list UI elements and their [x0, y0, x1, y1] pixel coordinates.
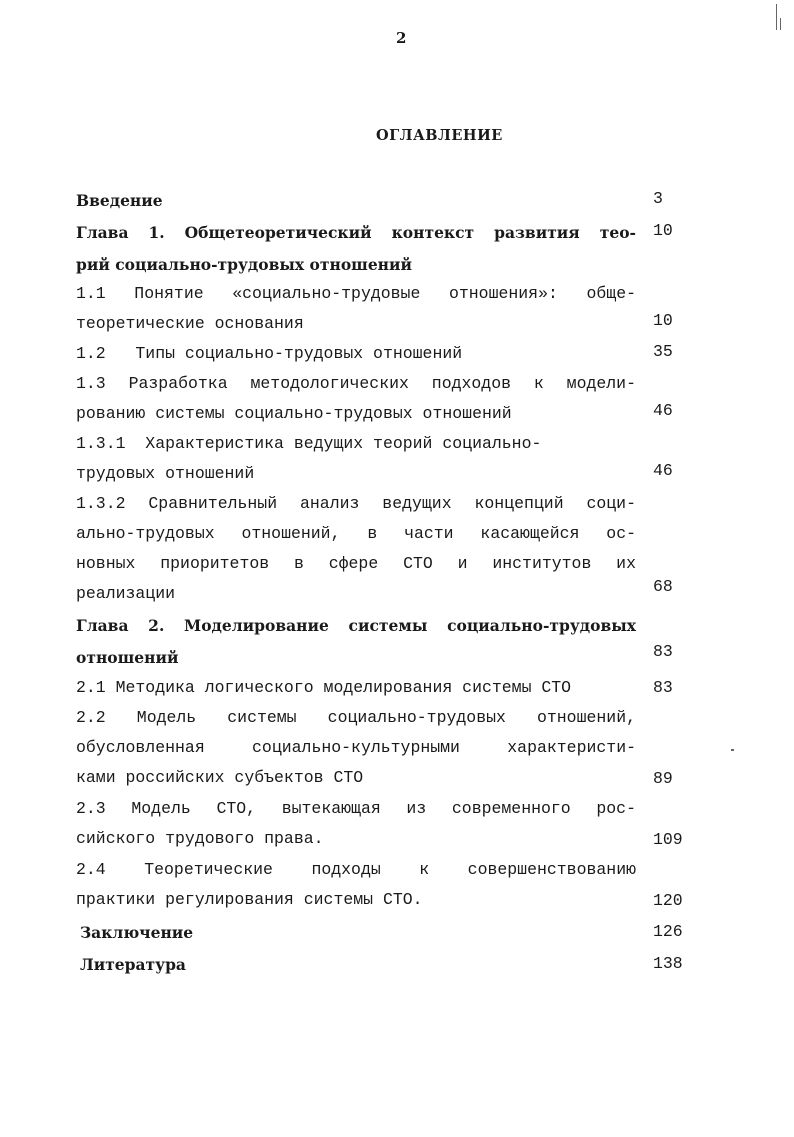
page-number: 2	[396, 29, 407, 47]
toc-entry-line: отношений	[76, 648, 179, 667]
toc-page-number: 109	[653, 830, 683, 849]
toc-page-number: 10	[653, 311, 673, 330]
toc-page-number: 35	[653, 342, 673, 361]
toc-entry-text: Введение	[76, 191, 163, 210]
toc-title: ОГЛАВЛЕНИЕ	[376, 127, 503, 144]
toc-entry-line: новных приоритетов в сфере СТО и институтов их	[76, 554, 636, 573]
toc-page-number: 46	[653, 401, 673, 420]
toc-entry-line: практики регулирования системы СТО.	[76, 890, 423, 909]
toc-entry-line: трудовых отношений	[76, 464, 255, 483]
toc-entry-line: ально-трудовых отношений, в части касающейся ос-	[76, 524, 636, 543]
toc-entry-line: рий социально-трудовых отношений	[76, 255, 413, 274]
toc-entry-line: 2.4 Теоретические подходы к совершенствованию	[76, 860, 636, 879]
toc-entry-line: 1.3.1 Характеристика ведущих теорий социально-	[76, 434, 542, 453]
toc-page-number: 83	[653, 678, 673, 697]
toc-entry-line: сийского трудового права.	[76, 829, 324, 848]
toc-page-number: 126	[653, 922, 683, 941]
scan-speck	[731, 749, 734, 751]
toc-page-number: 3	[653, 189, 663, 208]
toc-entry-line: ками российских субъектов СТО	[76, 768, 364, 787]
toc-entry-text: Литература	[80, 955, 186, 974]
toc-entry-text: 2.1 Методика логического моделирования системы СТО	[76, 678, 572, 697]
toc-entry-text: 1.2 Типы социально-трудовых отношений	[76, 344, 463, 363]
toc-page-number: 138	[653, 954, 683, 973]
toc-entry-line: 1.1 Понятие «социально-трудовые отношения»: обще-	[76, 284, 636, 303]
toc-page-number: 10	[653, 221, 673, 240]
scan-edge-mark	[780, 18, 781, 30]
toc-entry-line: Глава 1. Общетеоретический контекст развития тео-	[76, 223, 636, 242]
toc-page-number: 68	[653, 577, 673, 596]
toc-entry-line: 1.3.2 Сравнительный анализ ведущих концепций соци-	[76, 494, 636, 513]
toc-entry-line: 1.3 Разработка методологических подходов к модели-	[76, 374, 636, 393]
toc-entry-line: 2.2 Модель системы социально-трудовых отношений,	[76, 708, 636, 727]
toc-entry-line: реализации	[76, 584, 176, 603]
toc-page-number: 120	[653, 891, 683, 910]
scan-edge-mark	[776, 4, 777, 30]
toc-entry-line: теоретические основания	[76, 314, 304, 333]
toc-page-number: 89	[653, 769, 673, 788]
toc-entry-text: Заключение	[80, 923, 194, 942]
toc-page-number: 83	[653, 642, 673, 661]
toc-entry-line: 2.3 Модель СТО, вытекающая из современного рос-	[76, 799, 636, 818]
toc-entry-line: обусловленная социально-культурными характеристи-	[76, 738, 636, 757]
toc-entry-line: Глава 2. Моделирование системы социально-трудовых	[76, 616, 636, 635]
toc-entry-line: рованию системы социально-трудовых отношений	[76, 404, 512, 423]
toc-page-number: 46	[653, 461, 673, 480]
